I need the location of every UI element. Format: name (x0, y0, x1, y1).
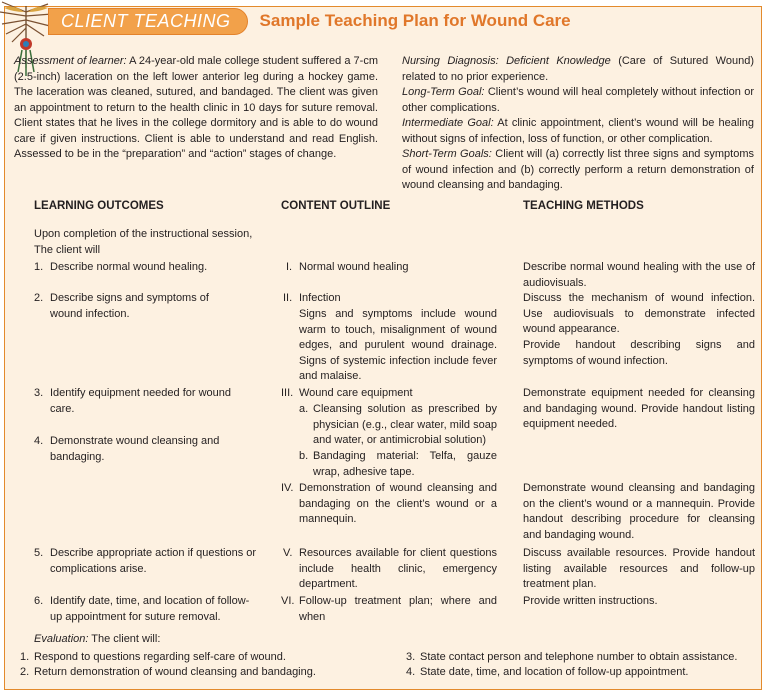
evaluation-item-3: State contact person and telephone number to obtain assistance. (420, 651, 738, 663)
content-bandaging-material: Bandaging material: Telfa, gauze wrap, adhesive tape. (313, 450, 497, 478)
intermediate-goal-label: Intermediate Goal: (402, 117, 494, 129)
outcome-number: 2. (34, 292, 44, 304)
content-normal-healing: Normal wound healing (299, 261, 409, 273)
method-5: Discuss available resources. Provide handout listing available resources and follow-up treatment plan. (523, 547, 755, 590)
diagnosis-text: (Care of Sutured Wound) related to no prior experience. (402, 55, 754, 83)
content-infection-detail: Signs and symptoms include wound warm to touch, misalignment of wound edges, and purulent wound drainage. Signs of systemic infection include fever and malaise. (299, 308, 497, 382)
content-numeral: VI. (281, 595, 295, 607)
evaluation-label: Evaluation: (34, 633, 89, 645)
evaluation-item-2: Return demonstration of wound cleansing and bandaging. (34, 666, 316, 678)
outcome-2: Describe signs and symptoms of wound infection. (50, 292, 209, 320)
short-term-goals (402, 147, 754, 194)
heading-learning-outcomes: LEARNING OUTCOMES (34, 200, 164, 212)
evaluation-number: 3. (406, 651, 416, 663)
client-teaching-badge: CLIENT TEACHING (48, 8, 248, 35)
evaluation-number: 2. (20, 666, 30, 678)
content-numeral: II. (283, 292, 293, 304)
content-numeral: III. (281, 387, 294, 399)
outcome-number: 5. (34, 547, 44, 559)
method-1: Describe normal wound healing with the use of audiovisuals. (523, 261, 755, 289)
content-numeral: V. (283, 547, 293, 559)
long-goal-label: Long-Term Goal: (402, 86, 485, 98)
nursing-diagnosis (402, 54, 754, 85)
outcome-number: 4. (34, 435, 44, 447)
heading-content-outline: CONTENT OUTLINE (281, 200, 391, 212)
evaluation-item-4: State date, time, and location of follow-up appointment. (420, 666, 689, 678)
header-bar (48, 4, 571, 38)
outcome-number: 3. (34, 387, 44, 399)
assessment-block (14, 54, 378, 163)
assessment-label: Assessment of learner: (14, 55, 127, 67)
assessment-text: A 24-year-old male college student suffered a 7-cm (2.5-inch) laceration on the left lower anterior leg during a hockey game. The laceration was cleaned, sutured, and bandaged. The client was given an appointment to return to the health clinic in 10 days for suture removal. Client states that he lives in the college dormitory and is able to do wound care if given instructions. Client is able to understand and read English. Assessed to be in the “preparation” and “action” stages of change. (14, 55, 378, 160)
page-title: Sample Teaching Plan for Wound Care (259, 11, 571, 30)
evaluation-item-1: Respond to questions regarding self-care of wound. (34, 651, 286, 663)
diagnosis-label: Nursing Diagnosis: Deficient Knowledge (402, 55, 611, 67)
content-resources: Resources available for client questions include health clinic, emergency department. (299, 547, 497, 590)
evaluation-number: 1. (20, 651, 30, 663)
content-subletter: a. (299, 403, 309, 415)
method-2b: Provide handout describing signs and symptoms of wound infection. (523, 339, 755, 367)
content-numeral: IV. (281, 482, 294, 494)
long-term-goal (402, 85, 754, 116)
intro-line-1: Upon completion of the instructional session, (34, 228, 253, 240)
evaluation-number: 4. (406, 666, 416, 678)
content-demonstration: Demonstration of wound cleansing and bandaging on the client’s wound or a mannequin. (299, 482, 497, 525)
long-goal-text: Client’s wound will heal completely without infection or other complications. (402, 86, 754, 114)
outcome-number: 6. (34, 595, 44, 607)
intermediate-goal (402, 116, 754, 147)
evaluation-heading (34, 632, 334, 648)
method-2: Discuss the mechanism of wound infection. Use audiovisuals to demonstrate infected wound appearance. (523, 292, 755, 335)
short-goal-text: Client will (a) correctly list three signs and symptoms of wound infection and (b) correctly perform a return demonstration of wound cleansing and bandaging. (402, 148, 754, 191)
outcome-4: Demonstrate wound cleansing and bandaging. (50, 435, 220, 463)
content-infection: Infection (299, 292, 341, 304)
heading-teaching-methods: TEACHING METHODS (523, 200, 644, 212)
content-cleansing-solution: Cleansing solution as prescribed by physician (e.g., clear water, mild soap and water, or antimicrobial solution) (313, 403, 497, 446)
intro-text (34, 227, 274, 258)
outcome-5: Describe appropriate action if questions or complications arise. (50, 547, 257, 575)
content-numeral: I. (286, 261, 293, 273)
content-subletter: b. (299, 450, 309, 462)
content-follow-up: Follow-up treatment plan; where and when (299, 595, 497, 623)
outcome-6: Identify date, time, and location of follow-up appointment for suture removal. (50, 595, 250, 623)
outcome-1: Describe normal wound healing. (50, 261, 208, 273)
method-3: Demonstrate equipment needed for cleansing and bandaging wound. Provide handout listing equipment needed. (523, 387, 755, 430)
content-equipment: Wound care equipment (299, 387, 413, 399)
evaluation-text: The client will: (88, 633, 161, 645)
method-4: Demonstrate wound cleansing and bandaging on the client’s wound or a mannequin. Provide handout describing procedure for cleansing and bandaging wound. (523, 482, 755, 541)
intro-line-2: The client will (34, 243, 101, 256)
outcome-3: Identify equipment needed for wound care. (50, 387, 232, 415)
intermediate-goal-text: At clinic appointment, client’s wound will be healing without signs of infection, loss of function, or other complication. (402, 117, 755, 145)
goals-block (402, 54, 754, 194)
method-6: Provide written instructions. (523, 595, 658, 607)
short-goal-label: Short-Term Goals: (402, 148, 492, 160)
outcome-number: 1. (34, 261, 44, 273)
